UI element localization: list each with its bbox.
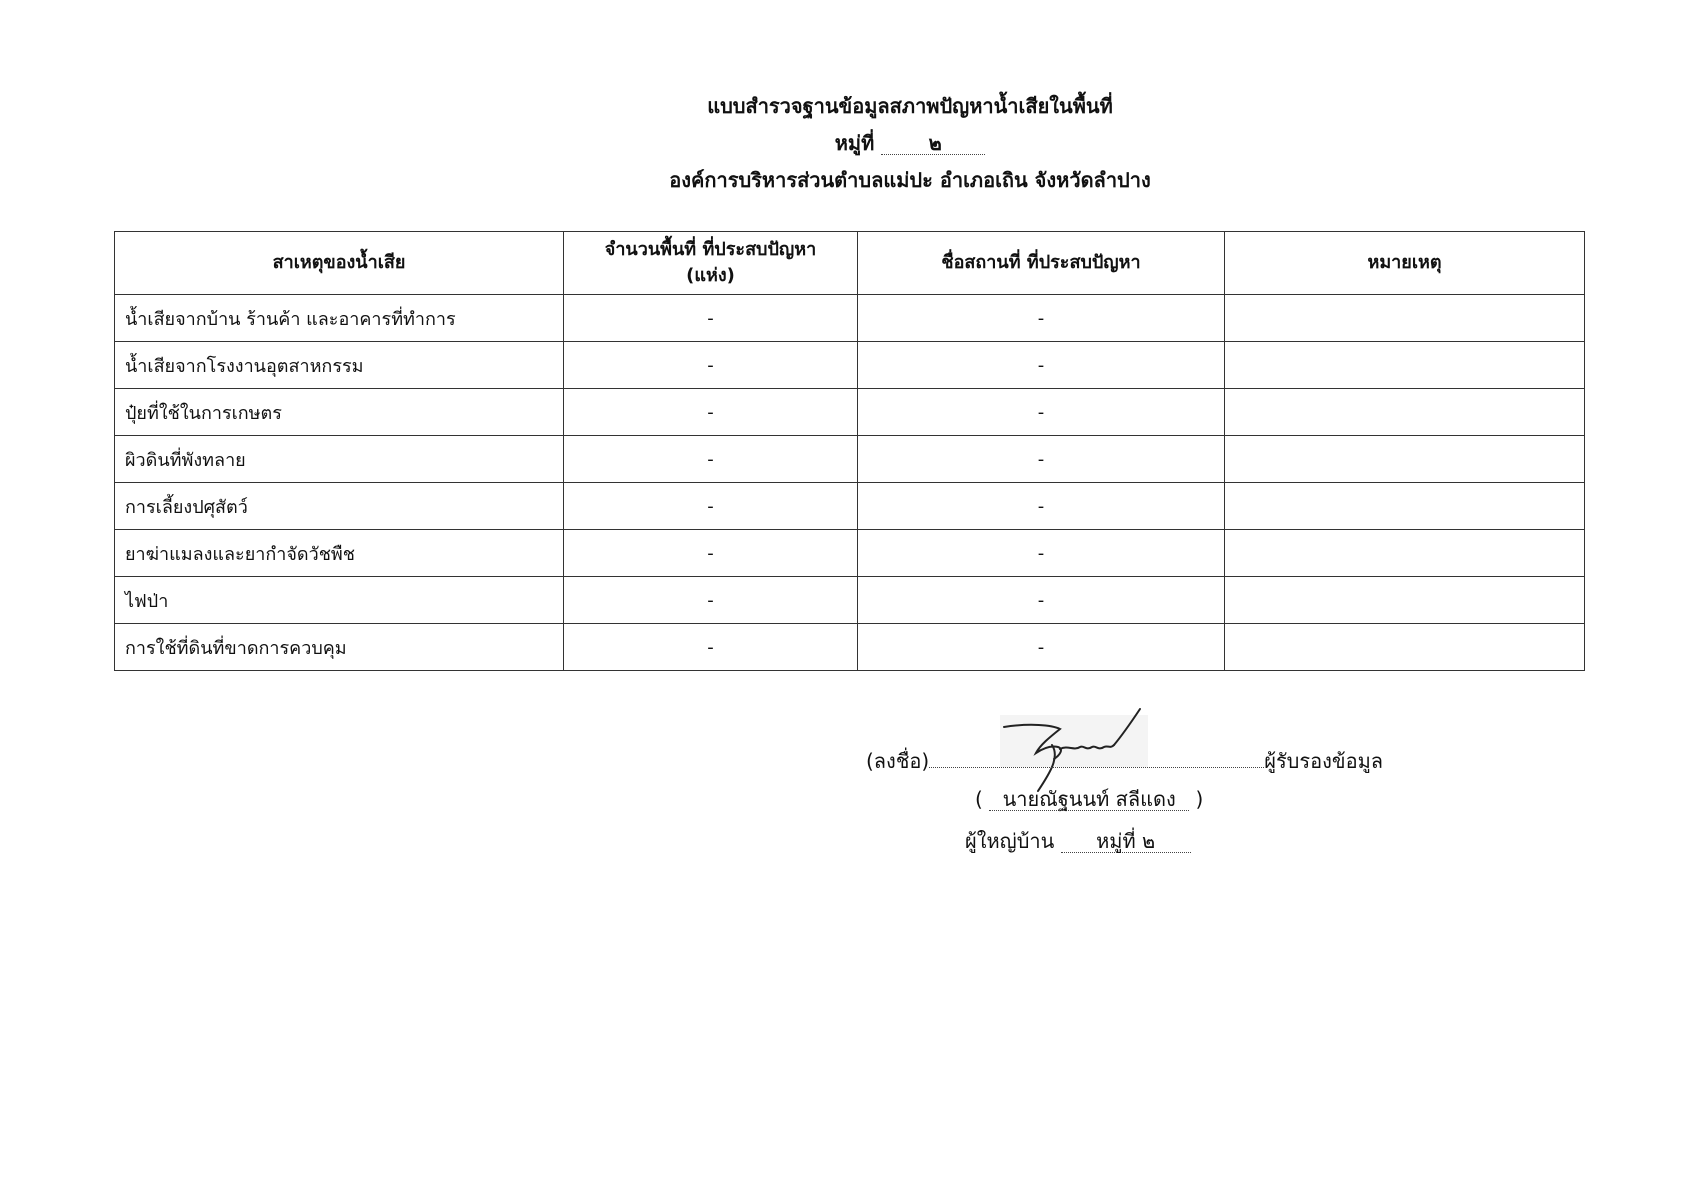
document-title: แบบสำรวจฐานข้อมูลสภาพปัญหาน้ำเสียในพื้นที่ (707, 94, 1113, 118)
open-paren: ( (975, 787, 983, 811)
place-cell: - (858, 530, 1225, 577)
note-cell (1225, 389, 1585, 436)
table-row (115, 483, 1585, 530)
table-row (115, 295, 1585, 342)
table-row (115, 530, 1585, 577)
table-row (115, 436, 1585, 483)
note-cell (1225, 530, 1585, 577)
place-cell: - (858, 295, 1225, 342)
count-cell: - (564, 295, 858, 342)
place-cell: - (858, 483, 1225, 530)
table-row (115, 342, 1585, 389)
close-paren: ) (1195, 787, 1204, 811)
organization-line: องค์การบริหารส่วนตำบลแม่ปะ อำเภอเถิน จังหวัดลำปาง (669, 168, 1151, 192)
position-label: ผู้ใหญ่บ้าน (965, 829, 1055, 853)
note-cell (1225, 295, 1585, 342)
place-cell: - (858, 577, 1225, 624)
cause-cell: การเลี้ยงปศุสัตว์ (115, 483, 564, 530)
note-cell (1225, 577, 1585, 624)
table-row (115, 389, 1585, 436)
table-row (115, 577, 1585, 624)
signer-name: นายณัฐนนท์ สลีแดง (989, 788, 1189, 811)
note-cell (1225, 436, 1585, 483)
moo-value: ๒ (881, 132, 985, 155)
column-header-cause: สาเหตุของน้ำเสีย (115, 232, 564, 295)
moo-label: หมู่ที่ (834, 131, 875, 155)
count-cell: - (564, 624, 858, 671)
table-header-row (115, 232, 1585, 295)
count-cell: - (564, 577, 858, 624)
name-line (975, 787, 1203, 811)
cause-cell: การใช้ที่ดินที่ขาดการควบคุม (115, 624, 564, 671)
count-cell: - (564, 530, 858, 577)
cause-cell: ปุ๋ยที่ใช้ในการเกษตร (115, 389, 564, 436)
cause-cell: น้ำเสียจากโรงงานอุตสาหกรรม (115, 342, 564, 389)
certifier-label: ผู้รับรองข้อมูล (1264, 749, 1384, 773)
signature-dotted-line (929, 749, 1264, 768)
count-cell: - (564, 483, 858, 530)
note-cell (1225, 342, 1585, 389)
table-row (115, 624, 1585, 671)
position-value: หมู่ที่ ๒ (1061, 830, 1191, 853)
column-header-count: จำนวนพื้นที่ ที่ประสบปัญหา (แห่ง) (564, 232, 858, 295)
note-cell (1225, 483, 1585, 530)
cause-cell: ไฟป่า (115, 577, 564, 624)
place-cell: - (858, 624, 1225, 671)
count-cell: - (564, 389, 858, 436)
column-header-note: หมายเหตุ (1225, 232, 1585, 295)
moo-line (600, 125, 1220, 162)
document-header (600, 88, 1220, 199)
place-cell: - (858, 389, 1225, 436)
cause-cell: น้ำเสียจากบ้าน ร้านค้า และอาคารที่ทำการ (115, 295, 564, 342)
sign-line (866, 745, 1383, 777)
place-cell: - (858, 342, 1225, 389)
position-line (965, 825, 1191, 857)
count-cell: - (564, 342, 858, 389)
cause-cell: ยาฆ่าแมลงและยากำจัดวัชพืช (115, 530, 564, 577)
place-cell: - (858, 436, 1225, 483)
wastewater-survey-table (114, 231, 1585, 671)
count-cell: - (564, 436, 858, 483)
column-header-place: ชื่อสถานที่ ที่ประสบปัญหา (858, 232, 1225, 295)
cause-cell: ผิวดินที่พังทลาย (115, 436, 564, 483)
note-cell (1225, 624, 1585, 671)
sign-label: (ลงชื่อ) (866, 749, 930, 773)
